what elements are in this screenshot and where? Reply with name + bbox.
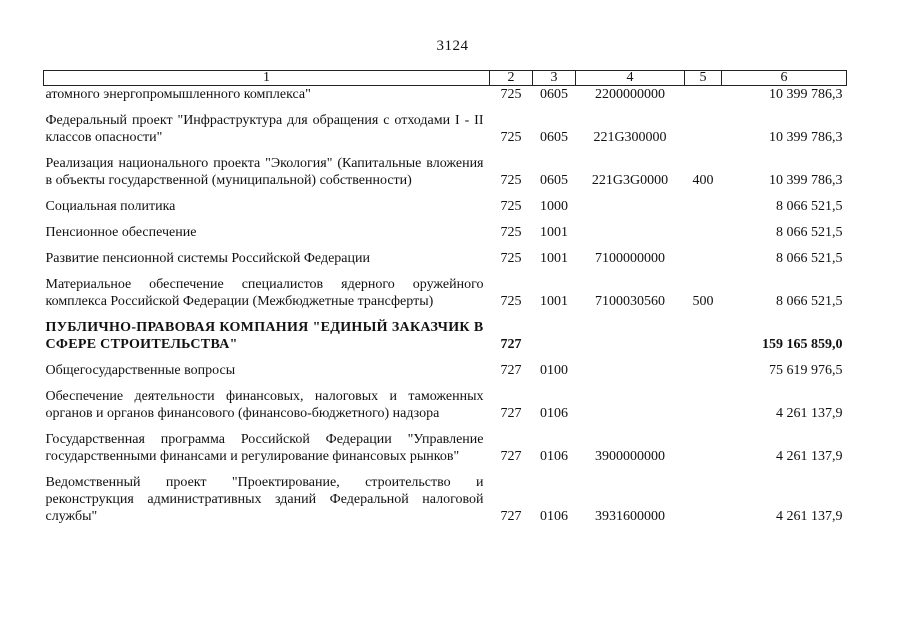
table-row	[44, 250, 847, 276]
row-description: Обеспечение деятельности финансовых, налоговых и таможенных органов и органов финансового (финансово-бюджетного) надзора	[45, 389, 484, 421]
row-amount: 159 165 859,0	[762, 337, 843, 352]
header-row	[44, 71, 847, 86]
table-row	[44, 198, 847, 224]
row-amount: 10 399 786,3	[769, 130, 843, 145]
row-amount: 8 066 521,5	[776, 294, 843, 309]
row-ministry-code: 725	[500, 173, 522, 188]
row-amount: 10 399 786,3	[769, 87, 843, 102]
row-section-code: 0605	[540, 173, 568, 188]
row-amount: 8 066 521,5	[776, 251, 843, 266]
row-expense-type	[685, 431, 722, 474]
row-target-code: 221G3G0000	[591, 173, 669, 188]
column-header-3: 3	[533, 71, 576, 86]
row-ministry-code: 725	[500, 251, 522, 266]
row-expense-type	[685, 474, 722, 525]
row-ministry-code: 725	[500, 294, 522, 309]
column-header-5: 5	[685, 71, 722, 86]
row-amount: 4 261 137,9	[776, 449, 843, 464]
row-ministry-code: 725	[500, 225, 522, 240]
row-expense-type	[685, 362, 722, 388]
row-section-code: 0100	[540, 363, 568, 378]
table-row	[44, 431, 847, 474]
row-amount: 4 261 137,9	[776, 406, 843, 421]
row-target-code	[576, 198, 685, 224]
row-description: Социальная политика	[45, 199, 176, 214]
row-target-code: 3931600000	[595, 509, 665, 524]
row-ministry-code: 727	[500, 363, 522, 378]
row-expense-type: 400	[692, 173, 714, 188]
row-target-code: 3900000000	[595, 449, 665, 464]
table-row	[44, 155, 847, 198]
table-row	[44, 319, 847, 362]
row-section-code: 1001	[540, 294, 568, 309]
row-expense-type	[685, 198, 722, 224]
row-amount: 8 066 521,5	[776, 225, 843, 240]
row-description: Материальное обеспечение специалистов ядерного оружейного комплекса Российской Федерации (Межбюджетные трансферты)	[45, 277, 484, 309]
table-row	[44, 112, 847, 155]
row-description: ПУБЛИЧНО-ПРАВОВАЯ КОМПАНИЯ "ЕДИНЫЙ ЗАКАЗЧИК В СФЕРЕ СТРОИТЕЛЬСТВА"	[45, 320, 484, 352]
row-target-code: 221G300000	[593, 130, 667, 145]
row-description: атомного энергопромышленного комплекса"	[45, 87, 311, 102]
row-section-code: 0106	[540, 449, 568, 464]
row-section-code: 1001	[540, 225, 568, 240]
row-description: Развитие пенсионной системы Российской Федерации	[45, 251, 370, 266]
row-target-code: 2200000000	[595, 87, 665, 102]
row-ministry-code: 725	[500, 199, 522, 214]
row-section-code: 0605	[540, 130, 568, 145]
row-amount: 75 619 976,5	[769, 363, 843, 378]
row-ministry-code: 727	[500, 406, 522, 421]
table-row	[44, 276, 847, 319]
row-expense-type	[685, 86, 722, 113]
row-ministry-code: 727	[500, 337, 522, 352]
row-ministry-code: 725	[500, 87, 522, 102]
row-expense-type	[685, 112, 722, 155]
page-number: 3124	[436, 38, 469, 54]
row-expense-type	[685, 319, 722, 362]
row-amount: 8 066 521,5	[776, 199, 843, 214]
row-target-code	[576, 319, 685, 362]
table-row	[44, 362, 847, 388]
column-header-6: 6	[722, 71, 847, 86]
row-description: Общегосударственные вопросы	[45, 363, 236, 378]
row-ministry-code: 727	[500, 509, 522, 524]
row-section-code: 0106	[540, 509, 568, 524]
row-target-code	[576, 362, 685, 388]
row-section-code: 1000	[540, 199, 568, 214]
column-header-4: 4	[576, 71, 685, 86]
row-expense-type: 500	[692, 294, 714, 309]
row-target-code: 7100030560	[595, 294, 665, 309]
row-amount: 10 399 786,3	[769, 173, 843, 188]
row-section-code: 1001	[540, 251, 568, 266]
row-ministry-code: 727	[500, 449, 522, 464]
row-description: Федеральный проект "Инфраструктура для обращения с отходами I - II классов опасности"	[45, 113, 484, 145]
row-target-code	[576, 388, 685, 431]
table-header	[44, 71, 847, 86]
column-header-2: 2	[490, 71, 533, 86]
row-description: Государственная программа Российской Федерации "Управление государственными финансами и регулирование финансовых рынков"	[45, 432, 484, 464]
row-ministry-code: 725	[500, 130, 522, 145]
row-target-code: 7100000000	[595, 251, 665, 266]
row-description: Ведомственный проект "Проектирование, строительство и реконструкция административных зданий Федеральной налоговой службы"	[45, 475, 484, 524]
row-section-code: 0605	[540, 87, 568, 102]
row-section-code	[533, 319, 576, 362]
table-row	[44, 86, 847, 113]
budget-table	[43, 70, 847, 525]
row-section-code: 0106	[540, 406, 568, 421]
column-header-1: 1	[44, 71, 490, 86]
row-expense-type	[685, 250, 722, 276]
row-expense-type	[685, 388, 722, 431]
row-description: Реализация национального проекта "Экология" (Капитальные вложения в объекты государственной (муниципальной) собственности)	[45, 156, 484, 188]
table-body	[44, 86, 847, 526]
table-row	[44, 474, 847, 525]
row-expense-type	[685, 224, 722, 250]
row-target-code	[576, 224, 685, 250]
row-description: Пенсионное обеспечение	[45, 225, 197, 240]
row-amount: 4 261 137,9	[776, 509, 843, 524]
table-row	[44, 388, 847, 431]
table-row	[44, 224, 847, 250]
